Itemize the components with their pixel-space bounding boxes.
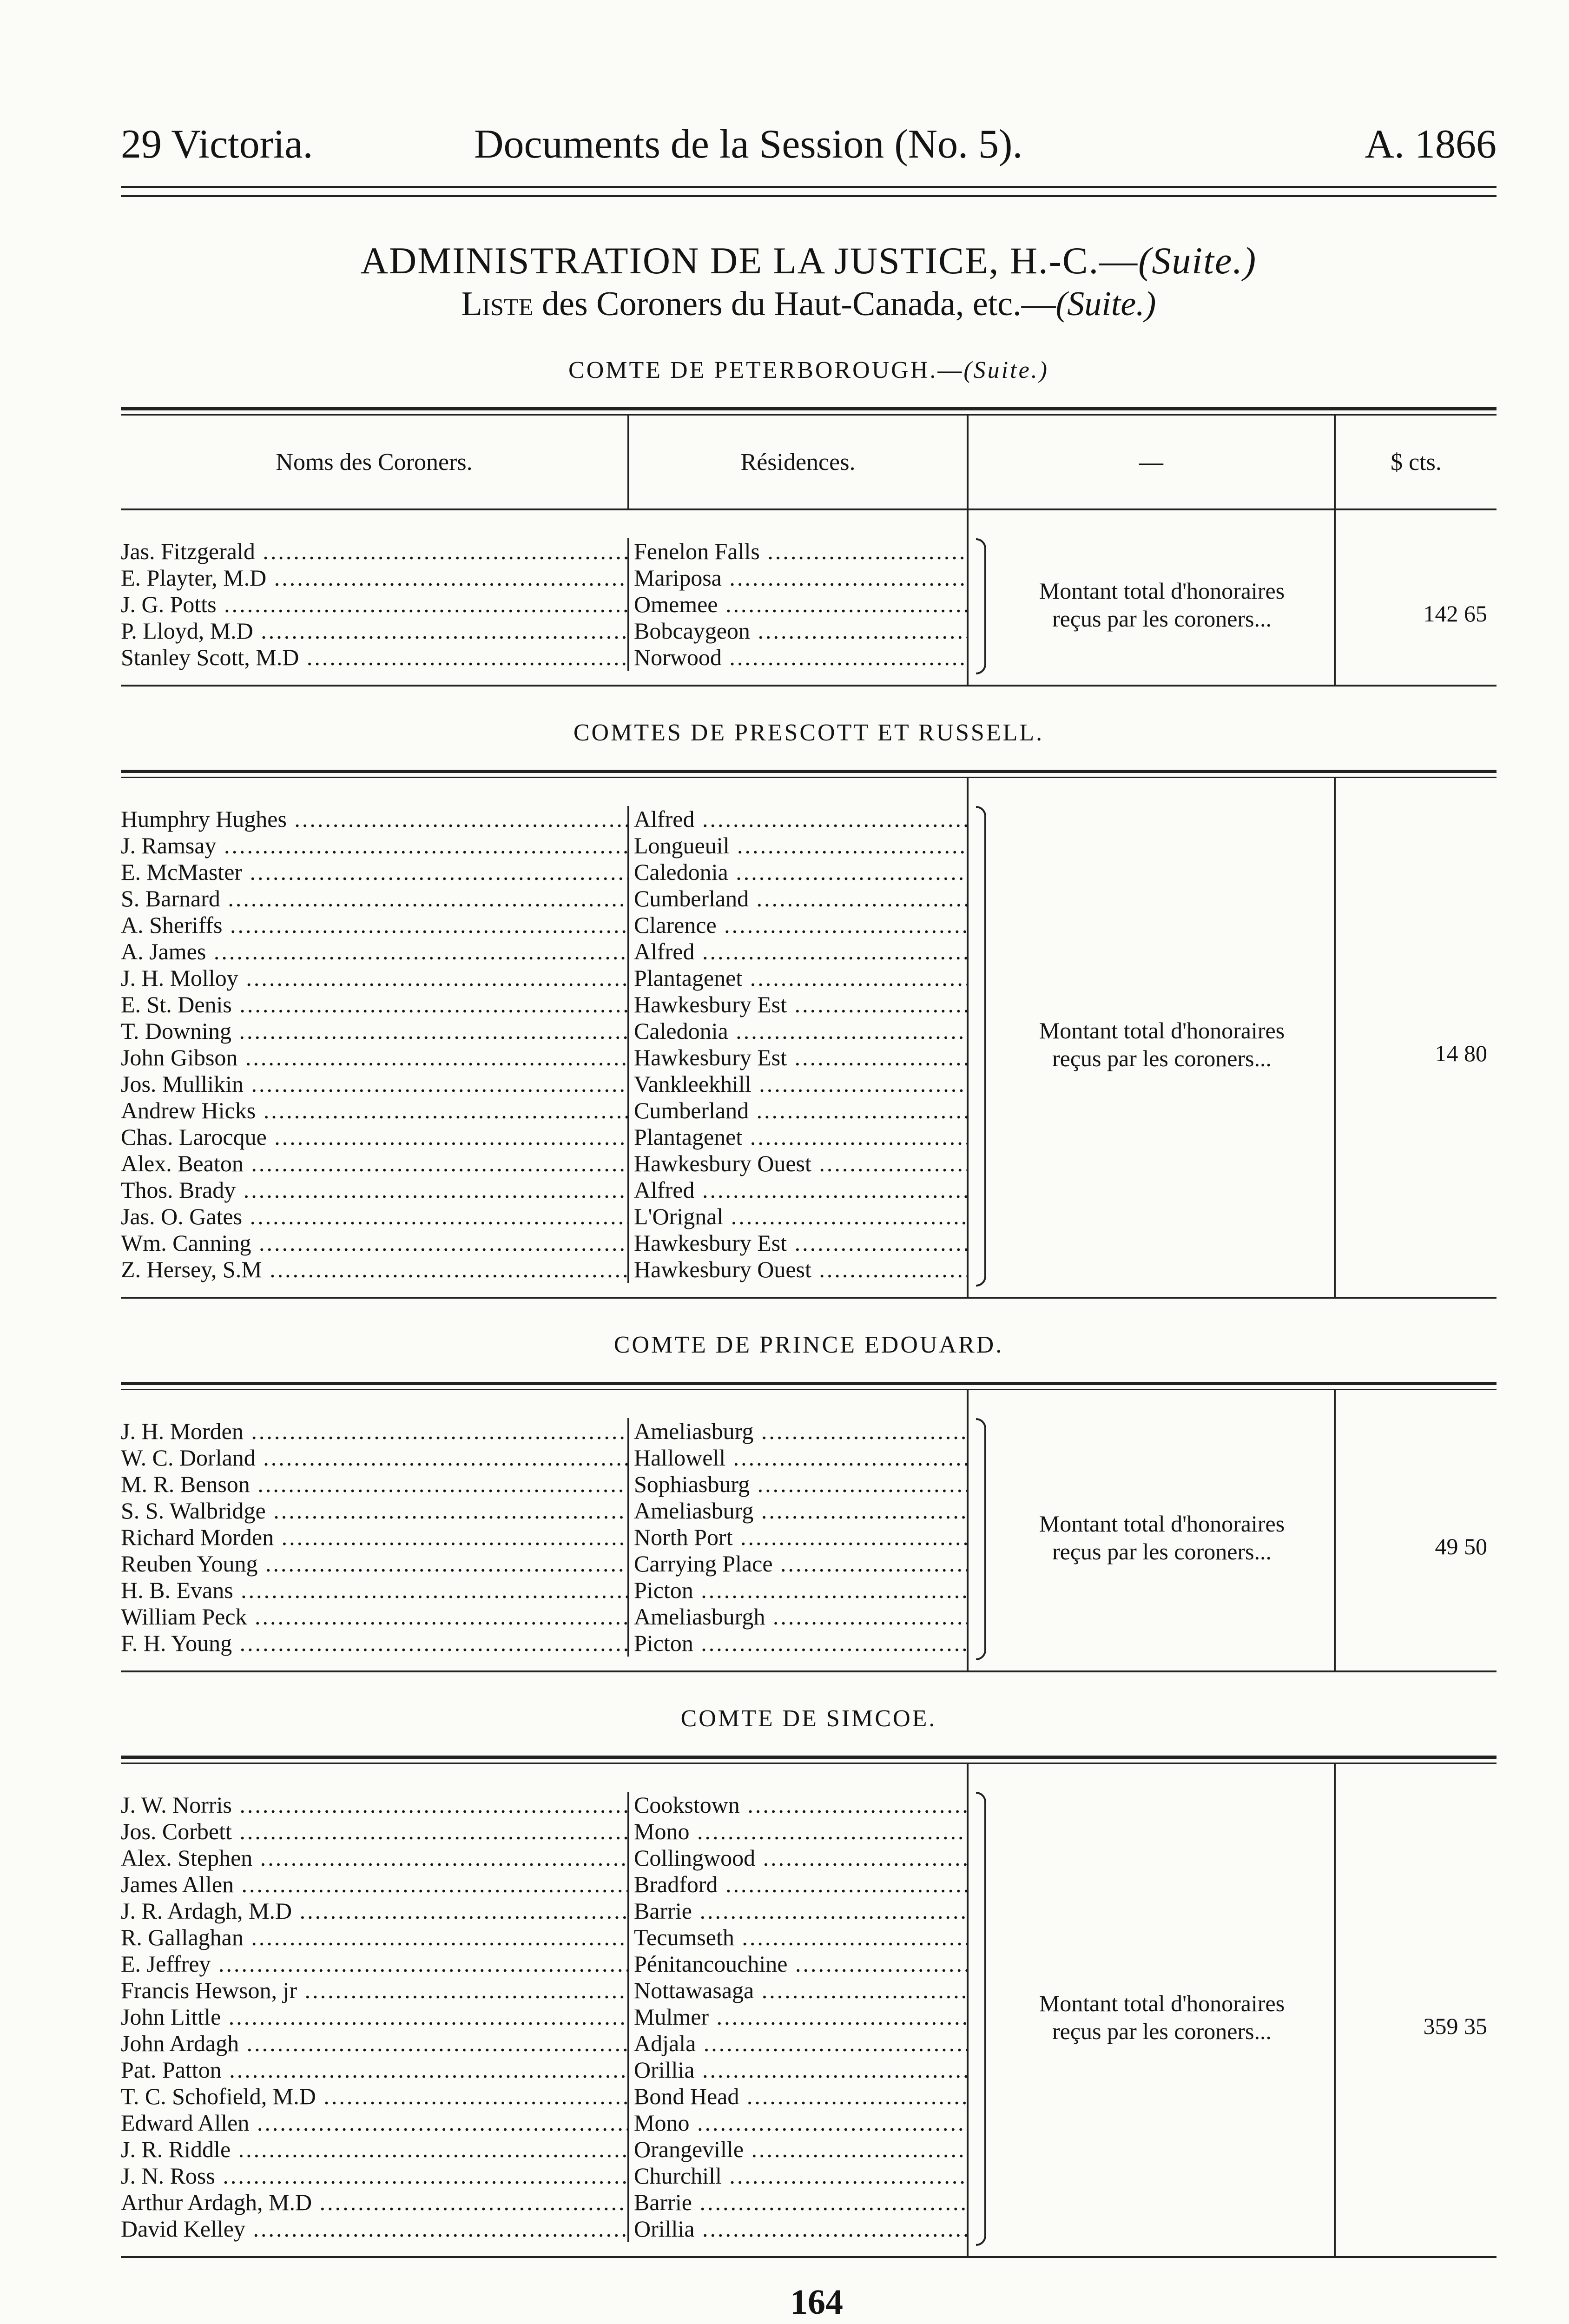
fee-amount: 142 65: [1423, 600, 1487, 627]
coroner-name: S. Barnard: [121, 885, 220, 911]
coroner-residence: Ameliasburg: [634, 1418, 754, 1444]
table-row: [121, 1177, 1496, 1203]
table-row: [121, 538, 1496, 565]
table-row: [121, 2083, 1496, 2110]
table-row: [121, 1951, 1496, 1977]
table-row: [121, 1445, 1496, 1471]
table-row: [121, 1792, 1496, 1818]
coroner-name: John Gibson: [121, 1044, 238, 1070]
group-brace: [976, 1792, 986, 2246]
coroner-name: J. R. Riddle: [121, 2136, 231, 2162]
coroner-table: [121, 1382, 1496, 1672]
coroner-table: [121, 770, 1496, 1299]
table-row: [121, 1124, 1496, 1150]
coroner-residence: Hawkesbury Est: [634, 991, 787, 1017]
group-brace: [976, 806, 986, 1287]
page-subtitle: [121, 284, 1496, 324]
table-row: [121, 1256, 1496, 1283]
coroner-residence: Alfred: [634, 1177, 695, 1203]
fee-note-line2: reçus par les coroners...: [1052, 1538, 1272, 1565]
table-row: [121, 1418, 1496, 1445]
coroner-residence: Tecumseth: [634, 1924, 734, 1950]
coroner-name: P. Lloyd, M.D: [121, 618, 253, 644]
coroner-residence: Bradford: [634, 1871, 718, 1897]
county-heading: [121, 1331, 1496, 1359]
table-row: [121, 1924, 1496, 1951]
table-row: [121, 1577, 1496, 1604]
table-row: [121, 1871, 1496, 1898]
coroner-residence: Longueuil: [634, 832, 730, 858]
coroner-name: Jos. Corbett: [121, 1818, 232, 1844]
county-suite: (Suite.): [963, 357, 1049, 383]
coroner-residence: Cookstown: [634, 1792, 740, 1818]
coroner-name: M. R. Benson: [121, 1471, 250, 1497]
table-row: [121, 859, 1496, 885]
header-session: Documents de la Session (No. 5).: [474, 122, 1023, 167]
fee-note-line1: Montant total d'honoraires: [1039, 1017, 1285, 1043]
fee-note-line2: reçus par les coroners...: [1052, 2018, 1272, 2044]
coroner-name: Francis Hewson, jr: [121, 1977, 297, 2003]
coroner-residence: Carrying Place: [634, 1551, 773, 1577]
coroner-name: F. H. Young: [121, 1630, 232, 1656]
coroner-residence: Sophiasburg: [634, 1471, 750, 1497]
page-title: [121, 239, 1496, 283]
coroner-name: Reuben Young: [121, 1551, 258, 1577]
coroner-name: Pat. Patton: [121, 2057, 222, 2083]
table-row: [121, 1604, 1496, 1630]
table-row: [121, 2057, 1496, 2083]
table-row: [121, 2110, 1496, 2136]
coroner-name: Jos. Mullikin: [121, 1071, 244, 1097]
coroner-residence: Plantagenet: [634, 1124, 743, 1150]
coroner-residence: Nottawasaga: [634, 1977, 754, 2003]
table-row: [121, 1150, 1496, 1177]
coroner-residence: Mulmer: [634, 2004, 709, 2030]
subtitle-text: des Coroners du Haut-Canada, etc.—: [533, 285, 1056, 323]
fee-note-line1: Montant total d'honoraires: [1039, 1990, 1285, 2016]
table-row: [121, 912, 1496, 938]
coroner-name: J. Ramsay: [121, 832, 217, 858]
coroner-residence: Alfred: [634, 806, 695, 832]
coroner-name: Alex. Stephen: [121, 1845, 253, 1871]
table-row: [121, 1097, 1496, 1124]
coroner-name: Wm. Canning: [121, 1230, 251, 1256]
coroner-residence: Hawkesbury Est: [634, 1044, 787, 1070]
coroner-residence: Bobcaygeon: [634, 618, 750, 644]
coroner-name: Richard Morden: [121, 1524, 274, 1550]
county-heading: [121, 719, 1496, 746]
table-row: [121, 1230, 1496, 1256]
table-row: [121, 1071, 1496, 1097]
fee-note-line2: reçus par les coroners...: [1052, 1045, 1272, 1071]
coroner-residence: Orangeville: [634, 2136, 744, 2162]
coroner-residence: Adjala: [634, 2030, 696, 2056]
fee-note-line1: Montant total d'honoraires: [1039, 1510, 1285, 1537]
fee-note-line2: reçus par les coroners...: [1052, 605, 1272, 632]
coroner-residence: Caledonia: [634, 859, 728, 885]
table-row: [121, 832, 1496, 859]
table-row: [121, 965, 1496, 991]
coroner-name: James Allen: [121, 1871, 234, 1897]
column-header-money: $ cts.: [1391, 449, 1442, 475]
coroner-residence: Barrie: [634, 2189, 692, 2215]
coroner-name: E. Jeffrey: [121, 1951, 211, 1977]
coroner-residence: Fenelon Falls: [634, 538, 760, 564]
coroner-residence: Barrie: [634, 1898, 692, 1924]
coroner-name: E. Playter, M.D: [121, 565, 267, 591]
coroner-name: Jas. Fitzgerald: [121, 538, 255, 564]
coroner-residence: Cumberland: [634, 1097, 749, 1123]
coroner-name: Alex. Beaton: [121, 1150, 244, 1176]
page-number: 164: [790, 2283, 843, 2322]
coroner-residence: Mono: [634, 2110, 690, 2136]
coroner-name: Z. Hersey, S.M: [121, 1256, 262, 1282]
fee-amount: 359 35: [1423, 2013, 1487, 2039]
coroner-residence: Picton: [634, 1630, 693, 1656]
coroner-residence: Hawkesbury Est: [634, 1230, 787, 1256]
column-headers: [121, 416, 1496, 510]
coroner-residence: Orillia: [634, 2057, 695, 2083]
coroner-residence: Caledonia: [634, 1018, 728, 1044]
header-rule: [121, 186, 1496, 197]
coroner-name: John Ardagh: [121, 2030, 239, 2056]
coroner-name: S. S. Walbridge: [121, 1498, 266, 1524]
county-name: COMTE DE PRINCE EDOUARD.: [613, 1332, 1004, 1358]
coroner-name: T. C. Schofield, M.D: [121, 2083, 316, 2109]
coroner-residence: North Port: [634, 1524, 733, 1550]
coroner-residence: Churchill: [634, 2163, 722, 2189]
county-name: COMTE DE PETERBOROUGH.—: [568, 357, 964, 383]
coroner-name: Stanley Scott, M.D: [121, 644, 299, 670]
coroner-name: E. McMaster: [121, 859, 243, 885]
coroner-residence: Bond Head: [634, 2083, 739, 2109]
coroner-name: John Little: [121, 2004, 221, 2030]
table-row: [121, 1845, 1496, 1871]
coroner-residence: Mariposa: [634, 565, 722, 591]
coroner-residence: Plantagenet: [634, 965, 743, 991]
coroner-residence: Norwood: [634, 644, 722, 670]
coroner-name: J. G. Potts: [121, 591, 217, 617]
table-row: [121, 2136, 1496, 2163]
running-header: [121, 121, 1496, 186]
table-row: [121, 1898, 1496, 1924]
coroner-name: A. James: [121, 938, 206, 964]
fee-note: [985, 1017, 1338, 1072]
header-year: A. 1866: [1365, 122, 1496, 167]
coroner-name: J. H. Morden: [121, 1418, 244, 1444]
coroner-table: [121, 1756, 1496, 2258]
table-row: [121, 885, 1496, 912]
coroner-residence: Cumberland: [634, 885, 749, 911]
table-row: [121, 2216, 1496, 2242]
coroner-name: Arthur Ardagh, M.D: [121, 2189, 312, 2215]
coroner-name: J. N. Ross: [121, 2163, 215, 2189]
fee-note: [985, 1510, 1338, 1565]
coroner-residence: L'Orignal: [634, 1203, 724, 1229]
coroner-name: Edward Allen: [121, 2110, 250, 2136]
column-header-dash: —: [1139, 449, 1163, 475]
table-row: [121, 1630, 1496, 1657]
header-volume: 29 Victoria.: [121, 122, 313, 167]
column-header-names: Noms des Coroners.: [276, 449, 473, 475]
coroner-name: David Kelley: [121, 2216, 245, 2242]
coroner-residence: Mono: [634, 1818, 690, 1844]
coroner-residence: Hawkesbury Ouest: [634, 1150, 811, 1176]
table-row: [121, 2189, 1496, 2216]
subtitle-liste: Liste: [461, 285, 534, 323]
coroner-residence: Clarence: [634, 912, 717, 938]
fee-note: [985, 1989, 1338, 2045]
table-row: [121, 938, 1496, 965]
title-suite: (Suite.): [1138, 239, 1257, 282]
coroner-name: T. Downing: [121, 1018, 231, 1044]
county-name: COMTES DE PRESCOTT ET RUSSELL.: [573, 720, 1044, 746]
coroner-name: J. H. Molloy: [121, 965, 238, 991]
document-page: [121, 121, 1496, 2258]
coroner-name: J. W. Norris: [121, 1792, 232, 1818]
coroner-residence: Ameliasburg: [634, 1498, 754, 1524]
column-header-residences: Résidences.: [740, 449, 856, 475]
coroner-residence: Hallowell: [634, 1445, 726, 1471]
table-row: [121, 991, 1496, 1018]
county-heading: [121, 357, 1496, 384]
column-rule: [967, 778, 969, 1297]
coroner-residence: Pénitancouchine: [634, 1951, 788, 1977]
fee-note: [985, 577, 1338, 633]
group-brace: [976, 1418, 986, 1660]
coroner-residence: Collingwood: [634, 1845, 756, 1871]
coroner-residence: Alfred: [634, 938, 695, 964]
coroner-residence: Ameliasburgh: [634, 1604, 765, 1630]
table-row: [121, 1203, 1496, 1230]
fee-amount: 49 50: [1435, 1533, 1487, 1559]
coroner-name: H. B. Evans: [121, 1577, 233, 1603]
column-rule: [967, 1764, 969, 2256]
county-heading: [121, 1705, 1496, 1732]
table-row: [121, 644, 1496, 671]
coroner-residence: Vankleekhill: [634, 1071, 752, 1097]
column-rule: [967, 1390, 969, 1670]
table-row: [121, 806, 1496, 832]
fee-amount: 14 80: [1435, 1040, 1487, 1066]
county-name: COMTE DE SIMCOE.: [680, 1705, 937, 1732]
coroner-table: [121, 407, 1496, 687]
coroner-name: William Peck: [121, 1604, 247, 1630]
coroner-name: R. Gallaghan: [121, 1924, 244, 1950]
title-main: ADMINISTRATION DE LA JUSTICE, H.-C.—: [360, 239, 1139, 282]
group-brace: [976, 538, 986, 674]
coroner-name: W. C. Dorland: [121, 1445, 256, 1471]
table-row: [121, 1818, 1496, 1845]
coroner-name: Humphry Hughes: [121, 806, 287, 832]
coroner-name: Andrew Hicks: [121, 1097, 256, 1123]
coroner-name: Jas. O. Gates: [121, 1203, 243, 1229]
coroner-sections: [121, 357, 1496, 2258]
coroner-name: Thos. Brady: [121, 1177, 236, 1203]
coroner-name: E. St. Denis: [121, 991, 232, 1017]
table-row: [121, 1471, 1496, 1498]
subtitle-suite: (Suite.): [1055, 285, 1156, 323]
coroner-residence: Hawkesbury Ouest: [634, 1256, 811, 1282]
coroner-name: Chas. Larocque: [121, 1124, 267, 1150]
coroner-residence: Orillia: [634, 2216, 695, 2242]
table-row: [121, 2163, 1496, 2189]
coroner-residence: Omemee: [634, 591, 718, 617]
coroner-residence: Picton: [634, 1577, 693, 1603]
coroner-name: J. R. Ardagh, M.D: [121, 1898, 292, 1924]
column-rule: [967, 510, 969, 685]
fee-note-line1: Montant total d'honoraires: [1039, 577, 1285, 604]
coroner-name: A. Sheriffs: [121, 912, 223, 938]
